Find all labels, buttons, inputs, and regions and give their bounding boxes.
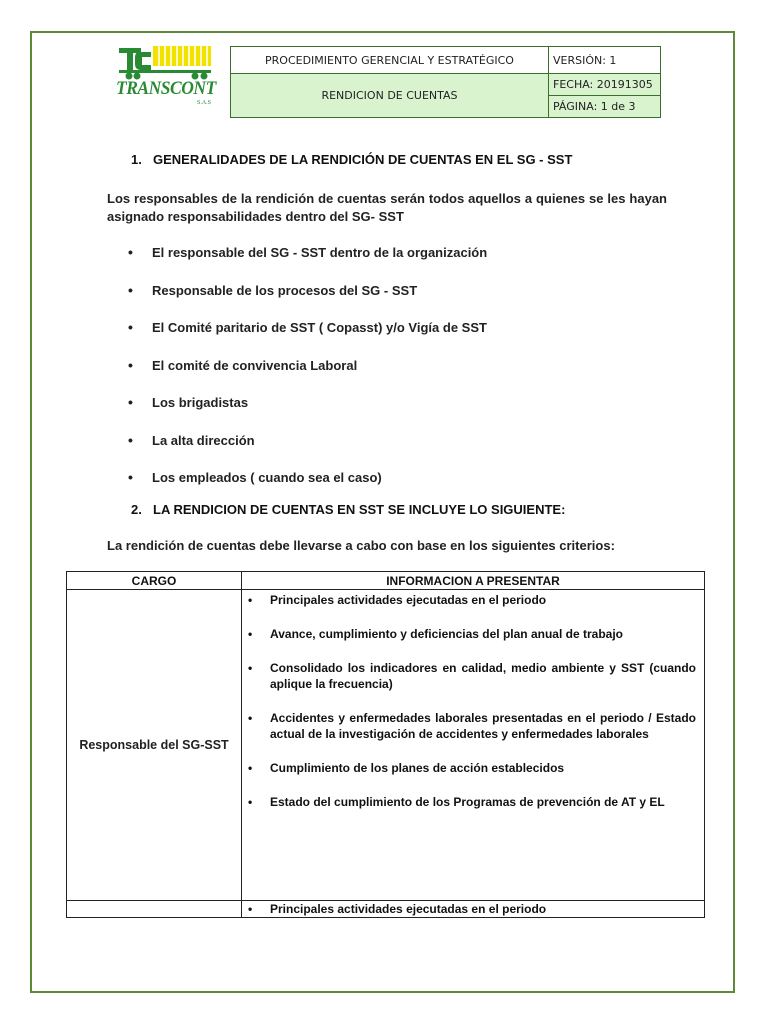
info-list (242, 901, 704, 917)
document-title: RENDICION DE CUENTAS (321, 89, 458, 102)
column-header-info: INFORMACION A PRESENTAR (242, 572, 705, 590)
list-item: • Responsable de los procesos del SG - SST (128, 283, 487, 321)
info-item: • Consolidado los indicadores en calidad, medio ambiente y SST (cuando aplique la frecuencia) (270, 660, 696, 692)
info-item: • Principales actividades ejecutadas en el periodo (270, 592, 696, 608)
section-2-title: LA RENDICION DE CUENTAS EN SST SE INCLUYE LO SIGUIENTE: (153, 502, 566, 517)
list-item: • Los brigadistas (128, 395, 487, 433)
list-item: • El Comité paritario de SST ( Copasst) y/o Vigía de SST (128, 320, 487, 358)
page-label: PÁGINA: 1 de 3 (553, 100, 636, 113)
table-header-row (67, 572, 705, 590)
list-item: • El responsable del SG - SST dentro de la organización (128, 245, 487, 283)
section-1-paragraph: Los responsables de la rendición de cuentas serán todos aquellos a quienes se les hayan asignado responsabilidades dentro del SG- SST (107, 191, 667, 224)
info-item: • Avance, cumplimiento y deficiencias del plan anual de trabajo (270, 626, 696, 642)
table-row (67, 590, 705, 901)
info-item: • Principales actividades ejecutadas en el periodo (270, 901, 696, 917)
version-cell (548, 46, 661, 74)
section-1-heading (131, 152, 572, 167)
company-logo (115, 44, 215, 122)
process-label: PROCEDIMIENTO GERENCIAL Y ESTRATÉGICO (265, 53, 514, 67)
logo-subtitle: S.A.S (197, 100, 212, 106)
info-item: • Estado del cumplimiento de los Programas de prevención de AT y EL (270, 794, 696, 810)
section-1-number: 1. (131, 152, 142, 167)
info-cell (242, 590, 705, 901)
section-2-intro: La rendición de cuentas debe llevarse a cabo con base en los siguientes criterios: (107, 538, 615, 553)
logo-wordmark: TRANSCONT (116, 78, 216, 99)
info-item: • Accidentes y enfermedades laborales presentadas en el periodo / Estado actual de la investigación de accidentes y enfermedades laborales (270, 710, 696, 742)
section-2-number: 2. (131, 502, 142, 517)
date-label: FECHA: 20191305 (553, 78, 653, 91)
info-list (242, 592, 704, 810)
version-label: VERSIÓN: 1 (553, 53, 617, 67)
criteria-table (66, 571, 705, 918)
list-item: • La alta dirección (128, 433, 487, 471)
cargo-cell: Responsable del SG-SST (67, 590, 242, 901)
responsables-list (128, 245, 487, 508)
info-cell (242, 901, 705, 918)
date-cell (548, 73, 661, 96)
process-cell (230, 46, 549, 74)
table-row (67, 901, 705, 918)
info-item: • Cumplimiento de los planes de acción establecidos (270, 760, 696, 776)
page-cell (548, 95, 661, 118)
cargo-cell (67, 901, 242, 918)
list-item: • El comité de convivencia Laboral (128, 358, 487, 396)
list-item: • Los empleados ( cuando sea el caso) (128, 470, 487, 508)
section-1-title: GENERALIDADES DE LA RENDICIÓN DE CUENTAS EN EL SG - SST (153, 152, 573, 167)
column-header-cargo: CARGO (67, 572, 242, 590)
section-2-heading (131, 502, 565, 517)
title-cell (230, 73, 549, 118)
